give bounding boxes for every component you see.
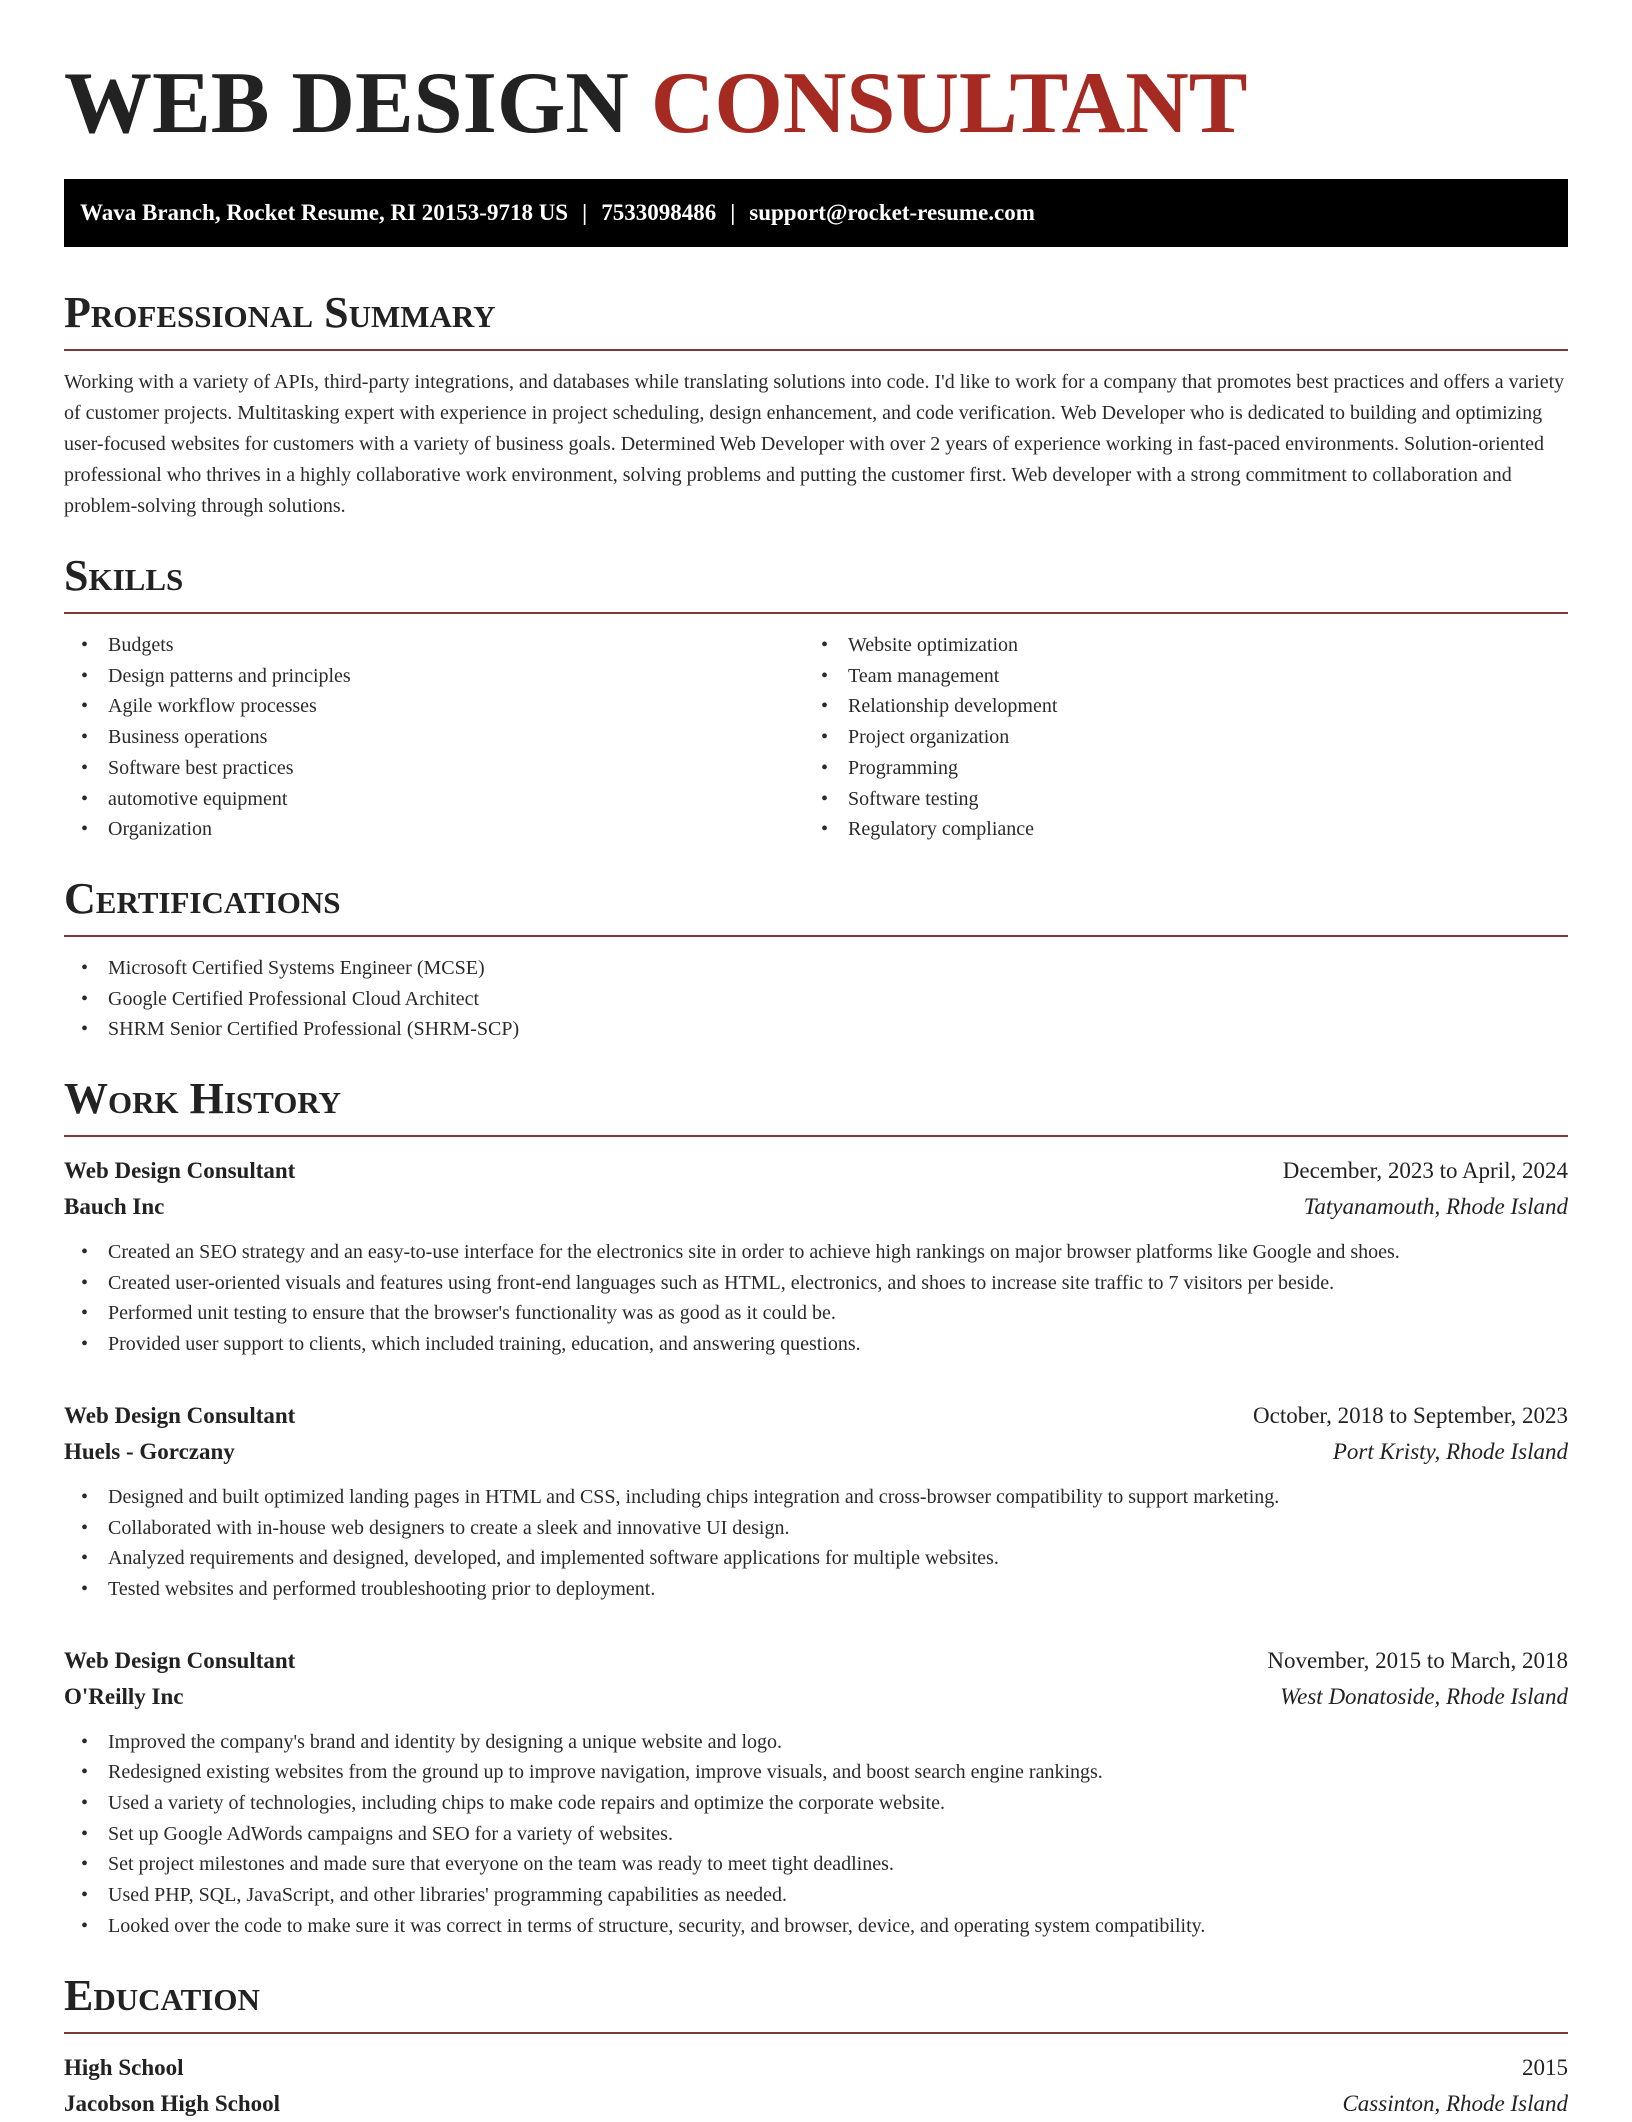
job-bullet: • Provided user support to clients, which included training, education, and answering questions. xyxy=(108,1329,1568,1360)
job-bullet: • Set project milestones and made sure that everyone on the team was ready to meet tight deadlines. xyxy=(108,1849,1568,1880)
job-bullet: • Set up Google AdWords campaigns and SEO for a variety of websites. xyxy=(108,1819,1568,1850)
job-title: Web Design Consultant xyxy=(64,1402,296,1428)
job-entry xyxy=(64,1153,1568,1360)
title-part-1: WEB DESIGN xyxy=(64,55,629,152)
education-header-row xyxy=(64,2050,1568,2086)
job-dates: December, 2023 to April, 2024 xyxy=(1282,1158,1568,1184)
contact-separator: | xyxy=(582,200,588,225)
job-location: West Donatoside, Rhode Island xyxy=(1280,1683,1568,1709)
title-part-2: CONSULTANT xyxy=(650,55,1248,152)
job-bullet: • Used a variety of technologies, including chips to make code repairs and optimize the corporate website. xyxy=(108,1788,1568,1819)
skill-item: • Agile workflow processes xyxy=(108,691,804,722)
certification-item: • SHRM Senior Certified Professional (SHRM-SCP) xyxy=(108,1014,1568,1045)
skill-item: • Website optimization xyxy=(848,630,1568,661)
job-bullet: • Designed and built optimized landing pages in HTML and CSS, including chips integration and cross-browser compatibility to support marketing. xyxy=(108,1482,1568,1513)
section-heading: Skills xyxy=(64,551,184,600)
education-school: Jacobson High School xyxy=(64,2090,280,2116)
skills-section xyxy=(64,550,1568,845)
skills-list-left xyxy=(64,630,804,845)
section-divider xyxy=(64,612,1568,614)
job-bullet: • Redesigned existing websites from the ground up to improve navigation, improve visuals, and boost search engine rankings. xyxy=(108,1757,1568,1788)
skill-item: • Software best practices xyxy=(108,753,804,784)
job-dates: November, 2015 to March, 2018 xyxy=(1267,1647,1568,1673)
section-divider xyxy=(64,2032,1568,2034)
certifications-section xyxy=(64,873,1568,1045)
skill-item: • Design patterns and principles xyxy=(108,661,804,692)
section-divider xyxy=(64,349,1568,351)
certification-item: • Google Certified Professional Cloud Architect xyxy=(108,984,1568,1015)
job-location: Port Kristy, Rhode Island xyxy=(1332,1438,1568,1464)
section-divider xyxy=(64,935,1568,937)
skills-columns xyxy=(64,630,1568,845)
job-company-row xyxy=(64,1189,1568,1225)
job-title: Web Design Consultant xyxy=(64,1647,296,1673)
education-location: Cassinton, Rhode Island xyxy=(1342,2090,1568,2116)
contact-address: Wava Branch, Rocket Resume, RI 20153-9718 US xyxy=(80,200,569,225)
education-entry xyxy=(64,2050,1568,2122)
job-title: Web Design Consultant xyxy=(64,1158,296,1184)
job-company: O'Reilly Inc xyxy=(64,1683,184,1709)
section-heading: Certifications xyxy=(64,873,341,923)
job-dates: October, 2018 to September, 2023 xyxy=(1253,1402,1568,1428)
job-header-row xyxy=(64,1398,1568,1434)
section-heading: Work History xyxy=(64,1074,342,1124)
section-heading: Professional Summary xyxy=(64,288,496,337)
education-school-row xyxy=(64,2086,1568,2122)
education-year: 2015 xyxy=(1522,2054,1568,2080)
job-bullets xyxy=(64,1482,1568,1605)
job-company-row xyxy=(64,1679,1568,1715)
job-header-row xyxy=(64,1153,1568,1189)
job-bullet: • Collaborated with in-house web designers to create a sleek and innovative UI design. xyxy=(108,1513,1568,1544)
education-degree: High School xyxy=(64,2054,184,2080)
section-divider xyxy=(64,1135,1568,1137)
job-entry xyxy=(64,1398,1568,1605)
skill-item: • Programming xyxy=(848,753,1568,784)
job-bullet: • Improved the company's brand and identity by designing a unique website and logo. xyxy=(108,1727,1568,1758)
contact-phone: 7533098486 xyxy=(601,200,717,225)
job-bullet: • Tested websites and performed troubleshooting prior to deployment. xyxy=(108,1574,1568,1605)
contact-email: support@rocket-resume.com xyxy=(749,200,1035,225)
skill-item: • Budgets xyxy=(108,630,804,661)
skill-item: • Relationship development xyxy=(848,691,1568,722)
section-heading: Education xyxy=(64,1970,260,2020)
job-bullets xyxy=(64,1727,1568,1942)
job-bullet: • Created an SEO strategy and an easy-to-use interface for the electronics site in order to achieve high rankings on major browser platforms like Google and shoes. xyxy=(108,1237,1568,1268)
summary-text: Working with a variety of APIs, third-party integrations, and databases while translating solutions into code. I'd like to work for a company that promotes best practices and offers a variety of customer projects. Multitasking expert with experience in project scheduling, design enhancement, and code verification. Web Developer who is dedicated to building and optimizing user-focused websites for customers with a variety of business goals. Determined Web Developer with over 2 years of experience working in fast-paced environments. Solution-oriented professional who thrives in a highly collaborative work environment, solving problems and putting the customer first. Web developer with a strong commitment to collaboration and problem-solving through solutions. xyxy=(64,371,1565,517)
job-company: Huels - Gorczany xyxy=(64,1438,235,1464)
skill-item: • Project organization xyxy=(848,722,1568,753)
resume-title xyxy=(64,56,1568,152)
contact-separator: | xyxy=(730,200,736,225)
work-history-section xyxy=(64,1073,1568,1942)
skills-column-right xyxy=(804,630,1568,845)
job-header-row xyxy=(64,1643,1568,1679)
job-company: Bauch Inc xyxy=(64,1194,165,1220)
education-section xyxy=(64,1970,1568,2122)
job-bullet: • Used PHP, SQL, JavaScript, and other libraries' programming capabilities as needed. xyxy=(108,1880,1568,1911)
skills-list-right xyxy=(804,630,1568,845)
skill-item: • Team management xyxy=(848,661,1568,692)
job-entry xyxy=(64,1643,1568,1942)
certifications-list xyxy=(64,953,1568,1045)
job-bullet: • Analyzed requirements and designed, developed, and implemented software applications for multiple websites. xyxy=(108,1543,1568,1574)
contact-bar xyxy=(64,179,1568,247)
skills-column-left xyxy=(64,630,804,845)
job-location: Tatyanamouth, Rhode Island xyxy=(1303,1194,1568,1220)
skill-item: • automotive equipment xyxy=(108,784,804,815)
skill-item: • Software testing xyxy=(848,784,1568,815)
job-bullets xyxy=(64,1237,1568,1360)
skill-item: • Organization xyxy=(108,814,804,845)
certification-item: • Microsoft Certified Systems Engineer (MCSE) xyxy=(108,953,1568,984)
summary-section xyxy=(64,287,1568,522)
job-bullet: • Looked over the code to make sure it was correct in terms of structure, security, and browser, device, and operating system compatibility. xyxy=(108,1911,1568,1942)
job-bullet: • Created user-oriented visuals and features using front-end languages such as HTML, electronics, and shoes to increase site traffic to 7 visitors per beside. xyxy=(108,1268,1568,1299)
skill-item: • Regulatory compliance xyxy=(848,814,1568,845)
job-bullet: • Performed unit testing to ensure that the browser's functionality was as good as it could be. xyxy=(108,1298,1568,1329)
skill-item: • Business operations xyxy=(108,722,804,753)
job-company-row xyxy=(64,1434,1568,1470)
